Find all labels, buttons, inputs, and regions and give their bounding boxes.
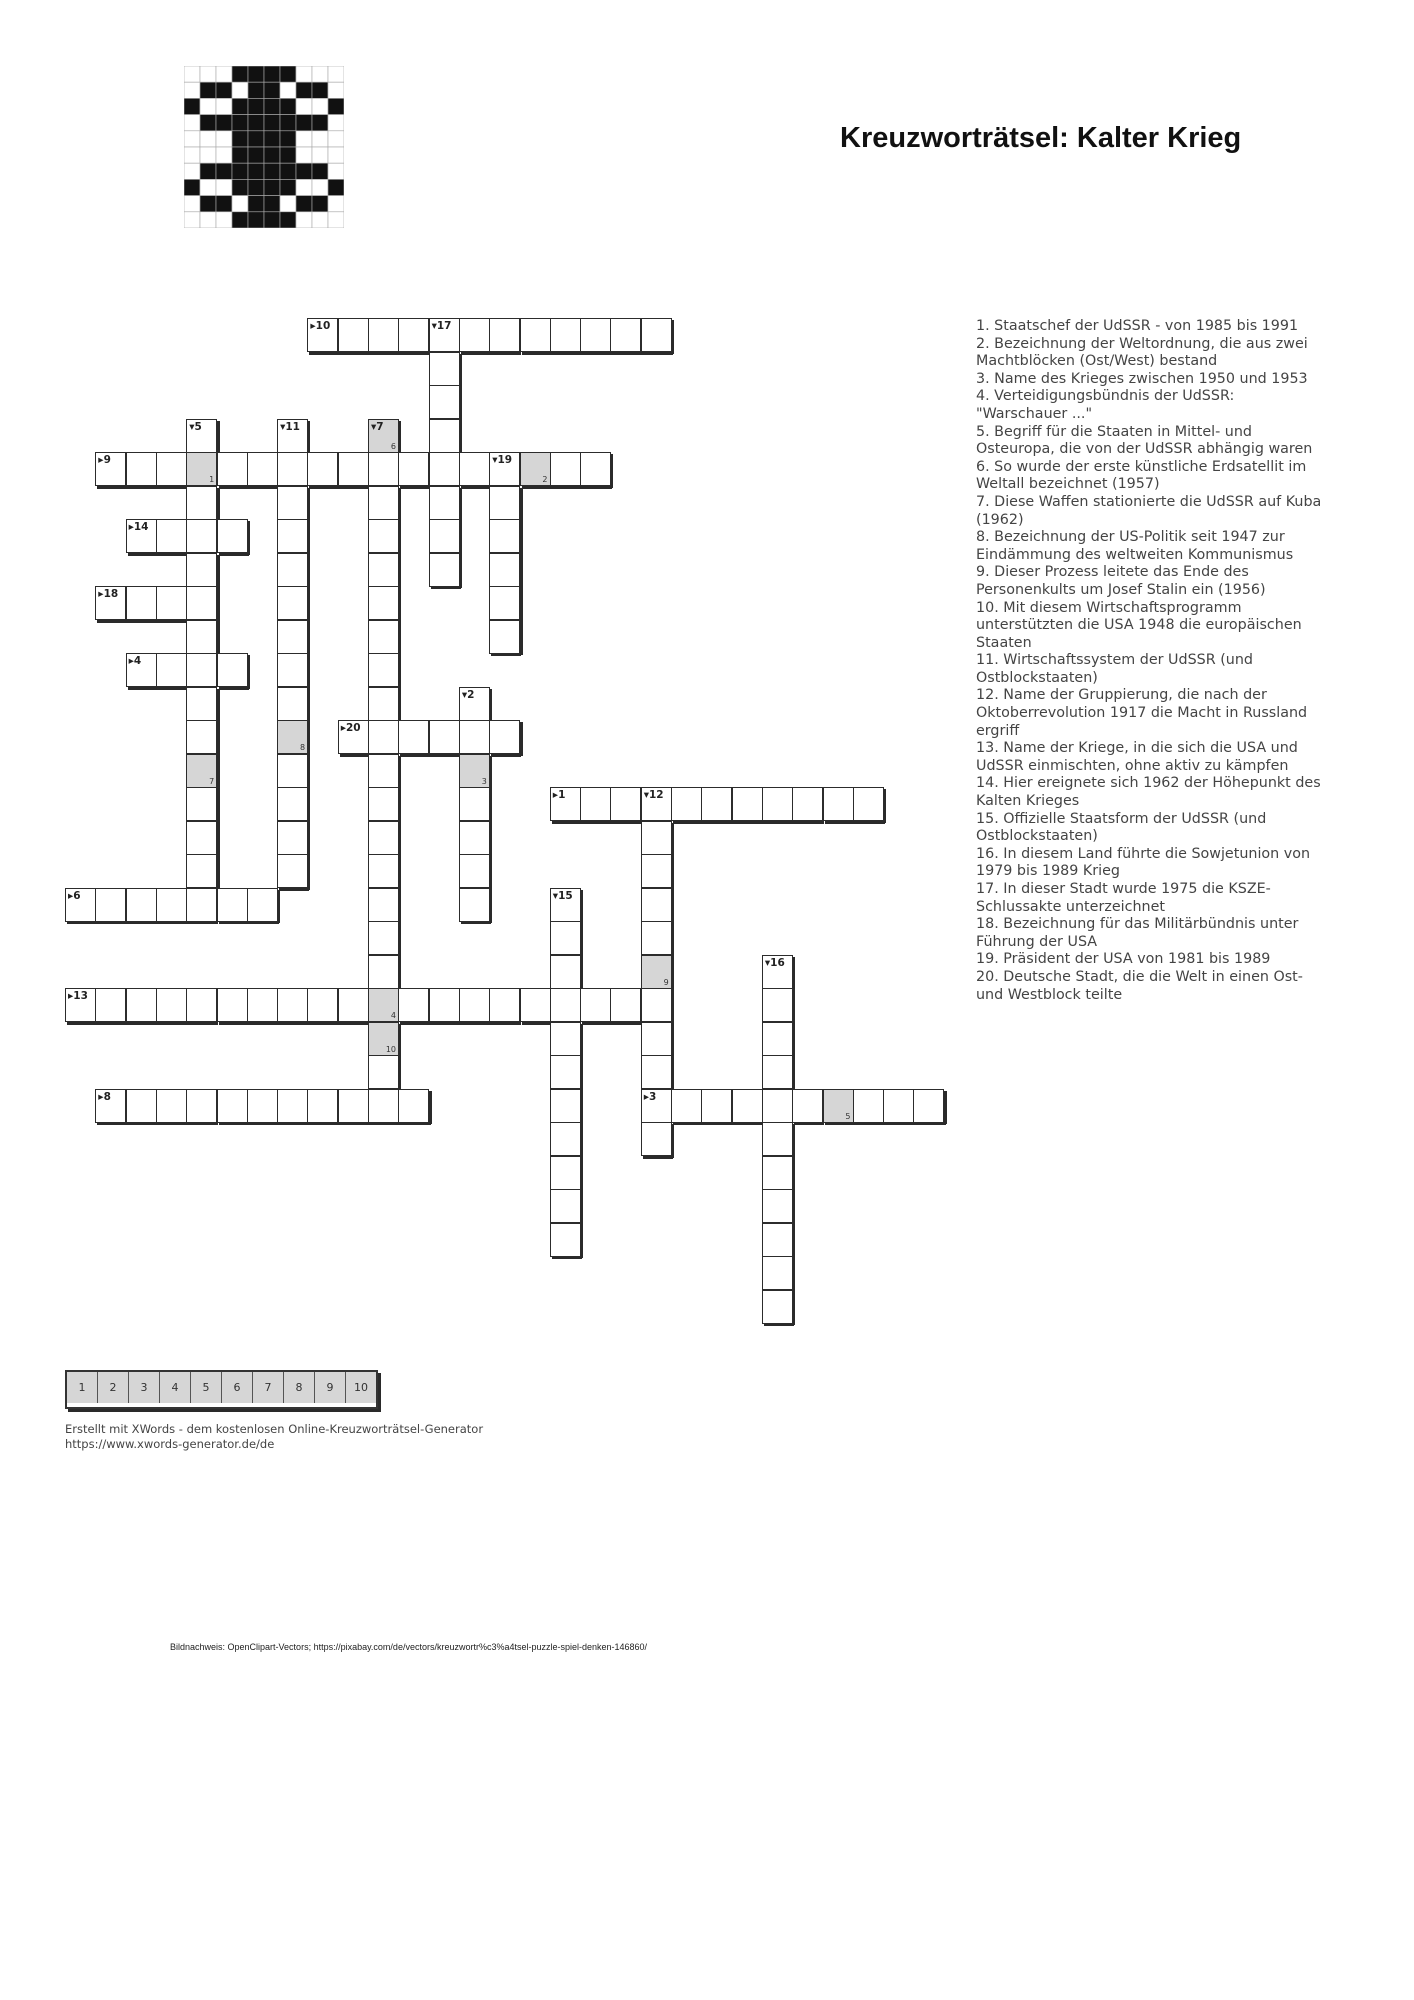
crossword-cell[interactable] <box>368 486 399 520</box>
clue-item: 2. Bezeichnung der Weltordnung, die aus zwei Machtblöcken (Ost/West) bestand <box>976 335 1308 370</box>
clue-number: ▸9 <box>98 454 111 466</box>
crossword-cell[interactable] <box>641 854 672 888</box>
clue-item: 1. Staatschef der UdSSR - von 1985 bis 1991 <box>976 318 1299 334</box>
image-credit: Bildnachweis: OpenClipart-Vectors; https://pixabay.com/de/vectors/kreuzwortr%c3%a4tsel-puzzle-spiel-denken-146860/ <box>170 1642 648 1652</box>
solution-cell[interactable] <box>368 419 399 453</box>
crossword-cell[interactable] <box>368 854 399 888</box>
solution-word-cell[interactable]: 8 <box>284 1372 315 1403</box>
crossword-cell[interactable] <box>762 1256 793 1290</box>
crossword-cell[interactable] <box>277 988 308 1022</box>
clue-item: 3. Name des Krieges zwischen 1950 und 1953 <box>976 370 1308 387</box>
crossword-cell[interactable] <box>186 687 217 721</box>
solution-number: 9 <box>663 977 669 987</box>
crossword-cell[interactable] <box>671 787 702 821</box>
crossword-cell[interactable] <box>429 553 460 587</box>
crossword-cell[interactable] <box>186 888 217 922</box>
crossword-cell[interactable] <box>156 988 187 1022</box>
crossword-cell[interactable] <box>186 1089 217 1123</box>
clue-number: ▾11 <box>280 420 300 433</box>
crossword-cell[interactable] <box>368 653 399 687</box>
crossword-cell[interactable] <box>762 1290 793 1324</box>
crossword-cell[interactable] <box>338 452 369 486</box>
solution-number: 2 <box>542 475 548 484</box>
crossword-cell[interactable] <box>307 318 338 352</box>
crossword-cell[interactable] <box>823 787 854 821</box>
crossword-cell[interactable] <box>338 988 369 1022</box>
crossword-cell[interactable] <box>277 586 308 620</box>
solution-number: 3 <box>481 776 487 786</box>
crossword-cell[interactable] <box>126 586 157 620</box>
crossword-cell[interactable] <box>338 1089 369 1123</box>
crossword-cell[interactable] <box>701 1089 732 1123</box>
crossword-cell[interactable] <box>762 1156 793 1190</box>
crossword-cell[interactable] <box>126 988 157 1022</box>
crossword-cell[interactable] <box>368 955 399 989</box>
crossword-cell[interactable] <box>610 787 641 821</box>
crossword-cell[interactable] <box>580 318 611 352</box>
clue-item: 11. Wirtschaftssystem der UdSSR (und Ostblockstaaten) <box>976 652 1253 686</box>
crossword-cell[interactable] <box>307 452 338 486</box>
clue-number: ▸20 <box>340 722 361 734</box>
crossword-cell[interactable] <box>671 1089 702 1123</box>
crossword-cell[interactable] <box>489 452 520 486</box>
crossword-cell[interactable] <box>277 553 308 587</box>
crossword-cell[interactable] <box>762 787 793 821</box>
solution-cell[interactable] <box>277 720 308 754</box>
solution-word-cell[interactable]: 10 <box>346 1372 376 1403</box>
crossword-cell[interactable] <box>459 888 490 922</box>
crossword-cell[interactable] <box>277 687 308 721</box>
crossword-cell[interactable] <box>398 452 429 486</box>
clue-number: ▾5 <box>189 420 202 433</box>
crossword-cell[interactable] <box>277 452 308 486</box>
generator-credit <box>65 1422 483 1452</box>
crossword-cell[interactable] <box>489 519 520 553</box>
crossword-cell[interactable] <box>459 787 490 821</box>
crossword-cell[interactable] <box>429 385 460 419</box>
solution-cell[interactable] <box>823 1089 854 1123</box>
crossword-cell[interactable] <box>489 318 520 352</box>
crossword-cell[interactable] <box>368 318 399 352</box>
crossword-cell[interactable] <box>641 787 672 821</box>
clue-number: ▸8 <box>98 1090 111 1103</box>
clue-number: ▸10 <box>310 320 331 332</box>
solution-word-cell[interactable]: 5 <box>191 1372 222 1403</box>
crossword-cell[interactable] <box>247 452 278 486</box>
crossword-cell[interactable] <box>853 1089 884 1123</box>
solution-cell[interactable] <box>186 754 217 788</box>
page-title: Kreuzworträtsel: Kalter Krieg <box>840 122 1242 154</box>
crossword-cell[interactable] <box>156 1089 187 1123</box>
solution-number: 5 <box>845 1111 851 1121</box>
crossword-cell[interactable] <box>550 318 581 352</box>
crossword-cell[interactable] <box>217 988 248 1022</box>
crossword-cell[interactable] <box>95 1089 126 1123</box>
crossword-cell[interactable] <box>156 586 187 620</box>
crossword-cell[interactable] <box>459 452 490 486</box>
clue-item: 12. Name der Gruppierung, die nach der Oktoberrevolution 1917 die Macht in Russland ergriff <box>976 687 1308 739</box>
clue-item: 7. Diese Waffen stationierte die UdSSR auf Kuba (1962) <box>976 493 1322 528</box>
crossword-cell[interactable] <box>913 1089 944 1123</box>
crossword-cell[interactable] <box>641 318 672 352</box>
crossword-cell[interactable] <box>762 1089 793 1123</box>
clue-item: 16. In diesem Land führte die Sowjetunion von 1979 bis 1989 Krieg <box>976 845 1311 880</box>
clue-number: ▸13 <box>68 990 88 1002</box>
solution-word-cell[interactable]: 3 <box>129 1372 160 1403</box>
crossword-cell[interactable] <box>156 452 187 486</box>
crossword-cell[interactable] <box>853 787 884 821</box>
crossword-cell[interactable] <box>550 988 581 1022</box>
crossword-cell[interactable] <box>126 888 157 922</box>
clue-number: ▾7 <box>371 420 384 433</box>
crossword-cell[interactable] <box>550 888 581 922</box>
crossword-cell[interactable] <box>641 1022 672 1056</box>
crossword-cell[interactable] <box>762 1022 793 1056</box>
crossword-cell[interactable] <box>489 553 520 587</box>
crossword-cell[interactable] <box>95 586 126 620</box>
crossword-cell[interactable] <box>883 1089 914 1123</box>
clue-number: ▸14 <box>128 521 149 533</box>
crossword-cell[interactable] <box>550 1089 581 1123</box>
crossword-cell[interactable] <box>186 854 217 888</box>
crossword-cell[interactable] <box>398 318 429 352</box>
crossword-cell[interactable] <box>550 921 581 955</box>
crossword-cell[interactable] <box>641 1089 672 1123</box>
crossword-cell[interactable] <box>156 888 187 922</box>
crossword-cell[interactable] <box>459 318 490 352</box>
crossword-cell[interactable] <box>520 318 551 352</box>
generator-credit-url[interactable]: https://www.xwords-generator.de/de <box>65 1437 275 1451</box>
crossword-cell[interactable] <box>95 888 126 922</box>
solution-word-cell[interactable]: 6 <box>222 1372 253 1403</box>
crossword-cell[interactable] <box>186 586 217 620</box>
crossword-cell[interactable] <box>65 888 96 922</box>
crossword-cell[interactable] <box>641 821 672 855</box>
crossword-cell[interactable] <box>429 486 460 520</box>
crossword-cell[interactable] <box>338 720 369 754</box>
crossword-cell[interactable] <box>732 1089 763 1123</box>
crossword-cell[interactable] <box>65 988 96 1022</box>
solution-number: 4 <box>390 1011 396 1020</box>
solution-cell[interactable] <box>368 1022 399 1056</box>
crossword-grid <box>0 0 1000 1360</box>
clue-item: 8. Bezeichnung der US-Politik seit 1947 zur Eindämmung des weltweiten Kommunismus <box>976 529 1294 563</box>
crossword-cell[interactable] <box>701 787 732 821</box>
clue-item: 15. Offizielle Staatsform der UdSSR (und Ostblockstaaten) <box>976 810 1267 845</box>
crossword-cell[interactable] <box>792 1089 823 1123</box>
crossword-cell[interactable] <box>368 1055 399 1089</box>
crossword-cell[interactable] <box>459 720 490 754</box>
crossword-cell[interactable] <box>368 787 399 821</box>
clue-number: ▾12 <box>643 789 664 801</box>
crossword-cell[interactable] <box>277 821 308 855</box>
solution-word-cell[interactable]: 4 <box>160 1372 191 1403</box>
crossword-cell[interactable] <box>126 1089 157 1123</box>
crossword-cell[interactable] <box>489 988 520 1022</box>
generator-credit-text: Erstellt mit XWords - dem kostenlosen Online-Kreuzworträtsel-Generator <box>65 1422 484 1436</box>
crossword-cell[interactable] <box>398 988 429 1022</box>
crossword-cell[interactable] <box>429 988 460 1022</box>
crossword-cell[interactable] <box>368 754 399 788</box>
crossword-cell[interactable] <box>186 988 217 1022</box>
crossword-cell[interactable] <box>762 988 793 1022</box>
solution-number: 10 <box>385 1044 396 1054</box>
clue-number: ▾17 <box>431 320 452 332</box>
crossword-cell[interactable] <box>580 452 611 486</box>
crossword-cell[interactable] <box>489 586 520 620</box>
crossword-cell[interactable] <box>580 988 611 1022</box>
clue-item: 14. Hier ereignete sich 1962 der Höhepunkt des Kalten Krieges <box>976 775 1321 810</box>
crossword-cell[interactable] <box>641 921 672 955</box>
crossword-cell[interactable] <box>186 519 217 553</box>
crossword-cell[interactable] <box>368 519 399 553</box>
solution-number: 8 <box>300 743 306 752</box>
crossword-cell[interactable] <box>792 787 823 821</box>
crossword-cell[interactable] <box>217 653 248 687</box>
crossword-cell[interactable] <box>217 1089 248 1123</box>
crossword-cell[interactable] <box>762 1223 793 1257</box>
crossword-cell[interactable] <box>307 1089 338 1123</box>
crossword-cell[interactable] <box>368 720 399 754</box>
clue-item: 5. Begriff für die Staaten in Mittel- und Osteuropa, die von der UdSSR abhängig waren <box>976 423 1313 458</box>
crossword-cell[interactable] <box>762 955 793 989</box>
crossword-cell[interactable] <box>368 687 399 721</box>
crossword-cell[interactable] <box>459 821 490 855</box>
crossword-cell[interactable] <box>550 787 581 821</box>
clue-item: 10. Mit diesem Wirtschaftsprogramm unterstützten die USA 1948 die europäischen Staaten <box>976 599 1302 651</box>
solution-number: 6 <box>390 441 396 451</box>
crossword-cell[interactable] <box>247 888 278 922</box>
solution-word-cell[interactable]: 7 <box>253 1372 284 1403</box>
solution-cell[interactable] <box>186 452 217 486</box>
crossword-cell[interactable] <box>459 687 490 721</box>
crossword-cell[interactable] <box>762 1189 793 1223</box>
clue-number: ▸6 <box>68 889 81 902</box>
clue-number: ▸1 <box>552 789 566 801</box>
crossword-cell[interactable] <box>368 553 399 587</box>
crossword-cell[interactable] <box>126 519 157 553</box>
crossword-cell[interactable] <box>429 519 460 553</box>
crossword-cell[interactable] <box>217 519 248 553</box>
clue-item: 6. So wurde der erste künstliche Erdsatellit im Weltall bezeichnet (1957) <box>976 458 1307 493</box>
crossword-cell[interactable] <box>277 653 308 687</box>
crossword-cell[interactable] <box>429 352 460 386</box>
clue-number: ▾15 <box>552 889 573 902</box>
crossword-cell[interactable] <box>277 620 308 654</box>
crossword-cell[interactable] <box>550 1022 581 1056</box>
clue-number: ▸4 <box>128 655 142 667</box>
crossword-cell[interactable] <box>429 720 460 754</box>
crossword-cell[interactable] <box>186 720 217 754</box>
crossword-cell[interactable] <box>126 653 157 687</box>
crossword-cell[interactable] <box>368 452 399 486</box>
crossword-cell[interactable] <box>277 854 308 888</box>
crossword-cell[interactable] <box>429 419 460 453</box>
clue-number: ▾19 <box>492 454 513 466</box>
crossword-cell[interactable] <box>186 419 217 453</box>
crossword-cell[interactable] <box>550 955 581 989</box>
crossword-cell[interactable] <box>247 1089 278 1123</box>
clue-list <box>976 318 1328 1004</box>
crossword-cell[interactable] <box>762 1122 793 1156</box>
crossword-cell[interactable] <box>368 921 399 955</box>
crossword-cell[interactable] <box>368 888 399 922</box>
crossword-cell[interactable] <box>459 988 490 1022</box>
crossword-cell[interactable] <box>610 988 641 1022</box>
clue-number: ▸18 <box>98 588 119 600</box>
crossword-cell[interactable] <box>186 486 217 520</box>
crossword-cell[interactable] <box>156 653 187 687</box>
clue-item: 19. Präsident der USA von 1981 bis 1989 <box>976 951 1271 968</box>
clue-item: 18. Bezeichnung für das Militärbündnis unter Führung der USA <box>976 916 1299 950</box>
solution-number: 1 <box>209 475 215 484</box>
clue-number: ▾16 <box>764 956 785 969</box>
solution-cell[interactable] <box>368 988 399 1022</box>
crossword-cell[interactable] <box>277 787 308 821</box>
crossword-cell[interactable] <box>762 1055 793 1089</box>
crossword-cell[interactable] <box>641 1055 672 1089</box>
clue-number: ▾2 <box>461 688 475 701</box>
clue-number: ▸3 <box>643 1090 657 1103</box>
crossword-cell[interactable] <box>338 318 369 352</box>
crossword-cell[interactable] <box>550 1055 581 1089</box>
clue-item: 17. In dieser Stadt wurde 1975 die KSZE-Schlussakte unterzeichnet <box>976 881 1271 915</box>
crossword-cell[interactable] <box>580 787 611 821</box>
crossword-cell[interactable] <box>459 854 490 888</box>
crossword-cell[interactable] <box>95 452 126 486</box>
crossword-cell[interactable] <box>429 318 460 352</box>
crossword-cell[interactable] <box>398 720 429 754</box>
crossword-cell[interactable] <box>732 787 763 821</box>
crossword-cell[interactable] <box>126 452 157 486</box>
clue-item: 20. Deutsche Stadt, die die Welt in einen Ost- und Westblock teilte <box>976 968 1303 1003</box>
crossword-cell[interactable] <box>247 988 278 1022</box>
crossword-cell[interactable] <box>217 452 248 486</box>
solution-word-cell[interactable]: 1 <box>67 1372 98 1403</box>
crossword-cell[interactable] <box>368 821 399 855</box>
crossword-cell[interactable] <box>277 419 308 453</box>
solution-word-row <box>65 1370 378 1409</box>
solution-word-cell[interactable]: 2 <box>98 1372 129 1403</box>
clue-item: 4. Verteidigungsbündnis der UdSSR: "Warschauer ..." <box>976 388 1235 422</box>
solution-cell[interactable] <box>520 452 551 486</box>
crossword-cell[interactable] <box>217 888 248 922</box>
crossword-cell[interactable] <box>610 318 641 352</box>
solution-word-cell[interactable]: 9 <box>315 1372 346 1403</box>
solution-number: 7 <box>209 776 215 786</box>
crossword-cell[interactable] <box>489 620 520 654</box>
crossword-cell[interactable] <box>368 586 399 620</box>
crossword-cell[interactable] <box>307 988 338 1022</box>
crossword-cell[interactable] <box>277 519 308 553</box>
crossword-cell[interactable] <box>641 888 672 922</box>
crossword-cell[interactable] <box>550 1189 581 1223</box>
clue-item: 13. Name der Kriege, in die sich die USA und UdSSR einmischten, ohne aktiv zu kämpfen <box>976 740 1298 774</box>
crossword-cell[interactable] <box>186 787 217 821</box>
crossword-cell[interactable] <box>398 1089 429 1123</box>
crossword-cell[interactable] <box>186 821 217 855</box>
crossword-cell[interactable] <box>550 1156 581 1190</box>
crossword-cell[interactable] <box>368 620 399 654</box>
crossword-cell[interactable] <box>520 988 551 1022</box>
crossword-cell[interactable] <box>95 988 126 1022</box>
crossword-cell[interactable] <box>368 1089 399 1123</box>
crossword-cell[interactable] <box>277 754 308 788</box>
crossword-cell[interactable] <box>641 988 672 1022</box>
crossword-cell[interactable] <box>156 519 187 553</box>
crossword-cell[interactable] <box>186 553 217 587</box>
crossword-cell[interactable] <box>550 452 581 486</box>
crossword-cell[interactable] <box>186 620 217 654</box>
crossword-cell[interactable] <box>277 486 308 520</box>
crossword-cell[interactable] <box>641 1122 672 1156</box>
crossword-cell[interactable] <box>186 653 217 687</box>
crossword-cell[interactable] <box>550 1122 581 1156</box>
crossword-cell[interactable] <box>550 1223 581 1257</box>
crossword-cell[interactable] <box>489 486 520 520</box>
crossword-cell[interactable] <box>429 452 460 486</box>
crossword-cell[interactable] <box>277 1089 308 1123</box>
solution-cell[interactable] <box>459 754 490 788</box>
clue-item: 9. Dieser Prozess leitete das Ende des Personenkults um Josef Stalin ein (1956) <box>976 564 1266 598</box>
solution-cell[interactable] <box>641 955 672 989</box>
crossword-cell[interactable] <box>489 720 520 754</box>
